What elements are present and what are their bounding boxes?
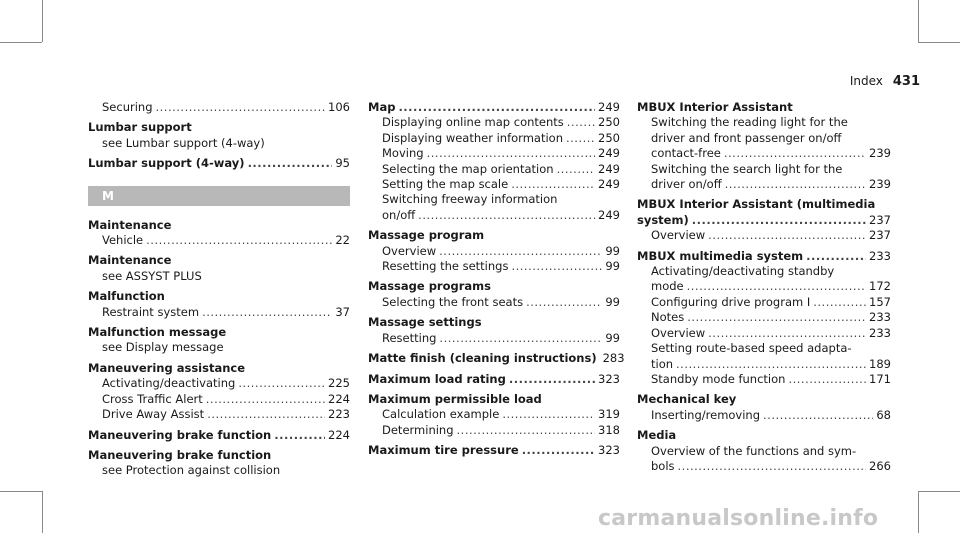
- entry-heading: Massage settings: [368, 315, 482, 330]
- sub-entry[interactable]: Resetting the settings ..... 99: [368, 259, 620, 274]
- see-reference[interactable]: see ASSYST PLUS: [102, 268, 202, 283]
- entry-heading: Massage program: [368, 228, 485, 243]
- see-reference[interactable]: see Protection against collision: [102, 463, 281, 478]
- index-entry: [88, 253, 350, 284]
- entry-heading-with-page[interactable]: Maximum tire pressure ..... 323: [368, 443, 620, 458]
- entry-heading-with-page[interactable]: Matte finish (cleaning instructions) 283: [368, 351, 625, 366]
- entry-heading: MBUX Interior Assistant: [637, 100, 793, 114]
- sub-entry[interactable]: Resetting ..... 99: [368, 331, 620, 346]
- index-entry: [368, 392, 620, 438]
- sub-entry[interactable]: Cross Traffic Alert ..... 224: [88, 392, 350, 407]
- index-column-2: [368, 100, 625, 464]
- sub-entry[interactable]: Restraint system ..... 37: [88, 305, 350, 320]
- sub-entry[interactable]: Displaying online map contents ..... 250: [368, 115, 620, 130]
- index-entry: [368, 315, 620, 346]
- sub-entry[interactable]: contact-free ..... 239: [637, 146, 891, 161]
- index-entry: [88, 100, 350, 115]
- index-entry: [88, 361, 350, 423]
- index-entry: [368, 372, 620, 387]
- entry-heading-with-page[interactable]: MBUX multimedia system ..... 233: [637, 249, 891, 264]
- sub-entry[interactable]: Determining ..... 318: [368, 423, 620, 438]
- sub-entry[interactable]: Vehicle ..... 22: [88, 233, 350, 248]
- sub-entry[interactable]: Notes ..... 233: [637, 310, 891, 325]
- entry-heading: Lumbar support: [88, 120, 192, 135]
- entry-heading-with-page[interactable]: Lumbar support (4-way) ..... 95: [88, 156, 350, 171]
- page-number: 431: [892, 74, 920, 89]
- index-entry: [88, 325, 350, 356]
- sub-entry[interactable]: bols ..... 266: [637, 459, 891, 474]
- entry-heading: Mechanical key: [637, 392, 737, 407]
- crop-mark-top-left-v: [42, 0, 43, 42]
- sub-entry[interactable]: on/off ..... 249: [368, 208, 620, 223]
- sub-entry[interactable]: Calculation example ..... 319: [368, 407, 620, 422]
- index-column-1: [88, 100, 350, 484]
- entry-heading: Malfunction message: [88, 325, 227, 340]
- entry-heading-with-page[interactable]: Maximum load rating ..... 323: [368, 372, 620, 387]
- sub-entry-text: Activating/deactivating standby: [651, 264, 835, 279]
- sub-entry[interactable]: driver on/off ..... 239: [637, 177, 891, 192]
- crop-mark-top-right-h: [918, 42, 960, 43]
- crop-mark-bottom-right-h: [918, 491, 960, 492]
- entry-heading: Massage programs: [368, 279, 491, 294]
- entry-heading-with-page[interactable]: Map ..... 249: [368, 100, 620, 115]
- index-entry: [88, 218, 350, 249]
- sub-entry-text: Overview of the functions and sym-: [651, 443, 857, 458]
- sub-entry[interactable]: Overview ..... 233: [637, 326, 891, 341]
- sub-entry[interactable]: mode ..... 172: [637, 279, 891, 294]
- sub-entry[interactable]: Moving ..... 249: [368, 146, 620, 161]
- sub-entry[interactable]: Selecting the map orientation ..... 249: [368, 162, 620, 177]
- entry-heading-with-page[interactable]: Maneuvering brake function ..... 224: [88, 428, 350, 443]
- entry-heading: MBUX Interior Assistant (multimedia: [637, 197, 876, 212]
- see-reference[interactable]: see Lumbar support (4-way): [102, 135, 265, 150]
- sub-entry[interactable]: Setting the map scale ..... 249: [368, 177, 620, 192]
- sub-entry-text: Switching the search light for the: [651, 161, 843, 176]
- sub-entry[interactable]: Configuring drive program I ..... 157: [637, 295, 891, 310]
- index-entry: [368, 443, 620, 458]
- index-entry: [88, 156, 350, 171]
- index-column-3: [637, 100, 891, 479]
- index-entry: [637, 392, 891, 423]
- section-letter-bar: M: [88, 186, 350, 206]
- sub-entry[interactable]: Standby mode function ..... 171: [637, 372, 891, 387]
- index-entry: [88, 289, 350, 320]
- sub-entry[interactable]: Inserting/removing ..... 68: [637, 408, 891, 423]
- page-header: [850, 74, 920, 89]
- entry-heading: Maintenance: [88, 253, 172, 268]
- sub-entry-text: Setting route-based speed adapta-: [651, 341, 852, 356]
- index-entry: [368, 351, 625, 366]
- crop-mark-bottom-left-h: [0, 491, 42, 492]
- header-label: Index: [849, 74, 883, 88]
- entry-heading: Malfunction: [88, 289, 165, 304]
- crop-mark-top-right-v: [918, 0, 919, 42]
- sub-entry[interactable]: Drive Away Assist ..... 223: [88, 407, 350, 422]
- entry-heading: Maneuvering assistance: [88, 360, 246, 375]
- crop-mark-top-left-h: [0, 42, 42, 43]
- watermark-logo: carmanualsonline.info: [598, 506, 879, 531]
- sub-entry[interactable]: Selecting the front seats ..... 99: [368, 295, 620, 310]
- index-entry: [637, 197, 891, 243]
- entry-heading-with-page[interactable]: system) ..... 237: [637, 213, 891, 228]
- index-entry: [637, 428, 891, 474]
- see-reference[interactable]: see Display message: [102, 340, 224, 355]
- sub-entry-text: driver and front passenger on/off: [651, 130, 842, 145]
- index-entry: [368, 100, 620, 223]
- sub-entry[interactable]: Overview ..... 99: [368, 244, 620, 259]
- crop-mark-bottom-left-v: [42, 491, 43, 533]
- sub-entry-text: Switching the reading light for the: [651, 115, 848, 130]
- sub-entry-text: Switching freeway information: [382, 192, 558, 207]
- entry-heading: Maintenance: [88, 217, 172, 232]
- entry-heading: Media: [637, 428, 677, 443]
- index-entry: [637, 249, 891, 388]
- crop-mark-bottom-right-v: [918, 491, 919, 533]
- entry-heading: Maximum permissible load: [368, 391, 542, 406]
- index-entry: [88, 448, 350, 479]
- sub-entry[interactable]: Securing ..... 106: [88, 100, 350, 115]
- sub-entry[interactable]: tion ..... 189: [637, 357, 891, 372]
- sub-entry[interactable]: Overview ..... 237: [637, 228, 891, 243]
- sub-entry[interactable]: Activating/deactivating ..... 225: [88, 376, 350, 391]
- index-entry: [88, 120, 350, 151]
- index-entry: [88, 428, 350, 443]
- index-entry: [368, 228, 620, 274]
- entry-heading: Maneuvering brake function: [88, 447, 272, 462]
- index-entry: [368, 279, 620, 310]
- sub-entry[interactable]: Displaying weather information ..... 250: [368, 131, 620, 146]
- index-entry: [637, 100, 891, 192]
